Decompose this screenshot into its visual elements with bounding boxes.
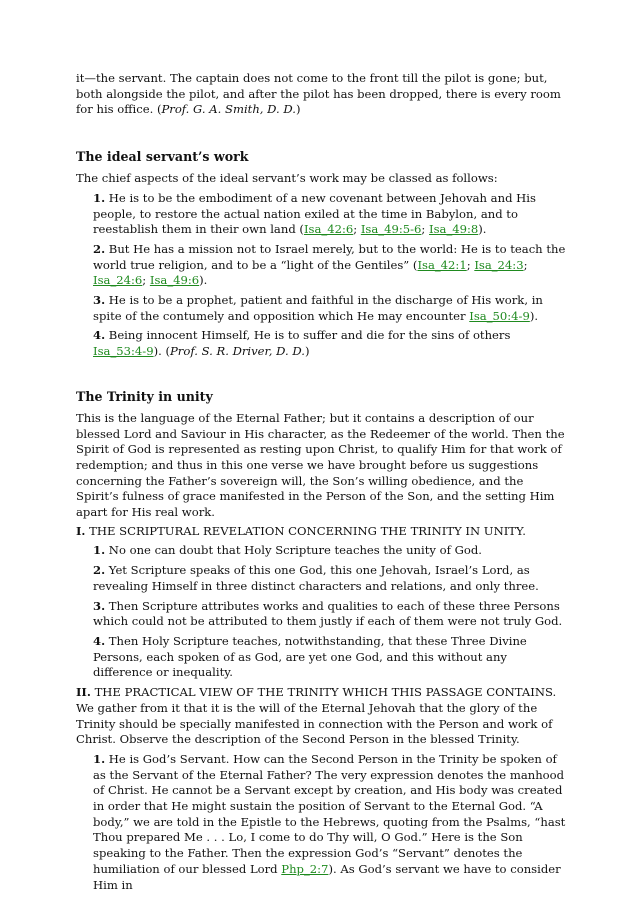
- document-page: [76, 71, 566, 897]
- ref-isa-49-5-6[interactable]: Isa_49:5-6: [360, 222, 422, 237]
- ref-isa-53-4-9[interactable]: Isa_53:4-9: [93, 344, 154, 359]
- ideal-servant-item-3: 3. He is to be a prophet, patient and faithful in the discharge of His work, in spite of the contumely and opposition which He may encounter Isa_50:4-9).: [93, 293, 543, 323]
- ref-isa-49-8[interactable]: Isa_49:8: [429, 222, 479, 237]
- ideal-servant-item-1: 1. He is to be the embodiment of a new covenant between Jehovah and His people, to restore the actual nation exiled at the time in Babylon, and to reestablish them in their own land (Isa_42:6; Isa_49:5-6; Isa_49:8).: [93, 190, 536, 237]
- trinity-part-1-item-4: 4. Then Holy Scripture teaches, notwithstanding, that these Three Divine Persons, each spoken of as God, are yet one God, and this without any difference or inequality.: [93, 633, 527, 680]
- ref-isa-42-6[interactable]: Isa_42:6: [303, 222, 354, 237]
- ref-php-2-7[interactable]: Php_2:7: [281, 861, 329, 876]
- trinity-part-1-item-1: 1. No one can doubt that Holy Scripture teaches the unity of God.: [93, 543, 482, 558]
- ref-isa-49-6[interactable]: Isa_49:6: [149, 273, 200, 288]
- ref-isa-24-6[interactable]: Isa_24:6: [93, 273, 143, 288]
- citation-driver: Prof. S. R. Driver, D. D.: [170, 344, 305, 359]
- ref-isa-42-1[interactable]: Isa_42:1: [417, 257, 467, 272]
- trinity-part-1: I. THE SCRIPTURAL REVELATION CONCERNING THE TRINITY IN UNITY.: [76, 523, 526, 538]
- ideal-servant-item-2: 2. But He has a mission not to Israel merely, but to the world: He is to teach the world true religion, and to be a “light of the Gentiles” (Isa_42:1; Isa_24:3; Isa_24:6; Isa_49:6).: [93, 241, 566, 288]
- trinity-part-2-item-1: 1. He is God’s Servant. How can the Second Person in the Trinity be spoken of as the Servant of the Eternal Father? The very expression denotes the manhood of Christ. He cannot be a Servant except by creation, and His body was created in order that He might sustain the position of Servant to the Eternal God. “A body,” we are told in the Epistle to the Hebrews, quoting from the Psalms, “hast Thou prepared Me . . . Lo, I come to do Thy will, O God.” Here is the Son speaking to the Father. Then the expression God’s “Servant” denotes the humiliation of our blessed Lord Php_2:7). As God’s servant we have to consider Him in: [93, 751, 566, 892]
- trinity-intro: This is the language of the Eternal Father; but it contains a description of our blessed Lord and Saviour in His character, as the Redeemer of the world. Then the Spirit of God is represented as resting upon Christ, to qualify Him for that work of redemption; and thus in this one verse we have brought before us suggestions concerning the Father’s sovereign will, the Son’s willing obedience, and the Spirit’s fulness of grace manifested in the Person of the Son, and the setting Him apart for His real work.: [76, 410, 565, 520]
- ref-isa-24-3[interactable]: Isa_24:3: [474, 257, 524, 272]
- ideal-servant-intro: The chief aspects of the ideal servant’s work may be classed as follows:: [76, 171, 498, 186]
- trinity-part-1-item-2: 2. Yet Scripture speaks of this one God, this one Jehovah, Israel’s Lord, as revealing Himself in three distinct characters and relations, and only three.: [93, 563, 539, 593]
- ideal-servant-item-4: 4. Being innocent Himself, He is to suffer and die for the sins of others Isa_53:4-9). (Prof. S. R. Driver, D. D.): [93, 328, 511, 359]
- trinity-part-2: II. THE PRACTICAL VIEW OF THE TRINITY WHICH THIS PASSAGE CONTAINS. We gather from it that it is the will of the Eternal Jehovah that the glory of the Trinity should be specially manifested in connection with the Person and work of Christ. Observe the description of the Second Person in the blessed Trinity.: [76, 685, 557, 747]
- heading-ideal-servant: The ideal servant’s work: [76, 149, 249, 165]
- pilot-paragraph: it—the servant. The captain does not come to the front till the pilot is gone; but, both alongside the pilot, and after the pilot has been dropped, there is every room for his office. (Prof. G. A. Smith, D. D.): [76, 71, 561, 117]
- citation-smith: Prof. G. A. Smith, D. D.: [161, 102, 296, 117]
- heading-trinity: The Trinity in unity: [76, 388, 213, 404]
- trinity-part-1-item-3: 3. Then Scripture attributes works and qualities to each of these three Persons which could not be attributed to them justly if each of them were not truly God.: [93, 598, 563, 629]
- ref-isa-50-4-9[interactable]: Isa_50:4-9: [469, 308, 530, 323]
